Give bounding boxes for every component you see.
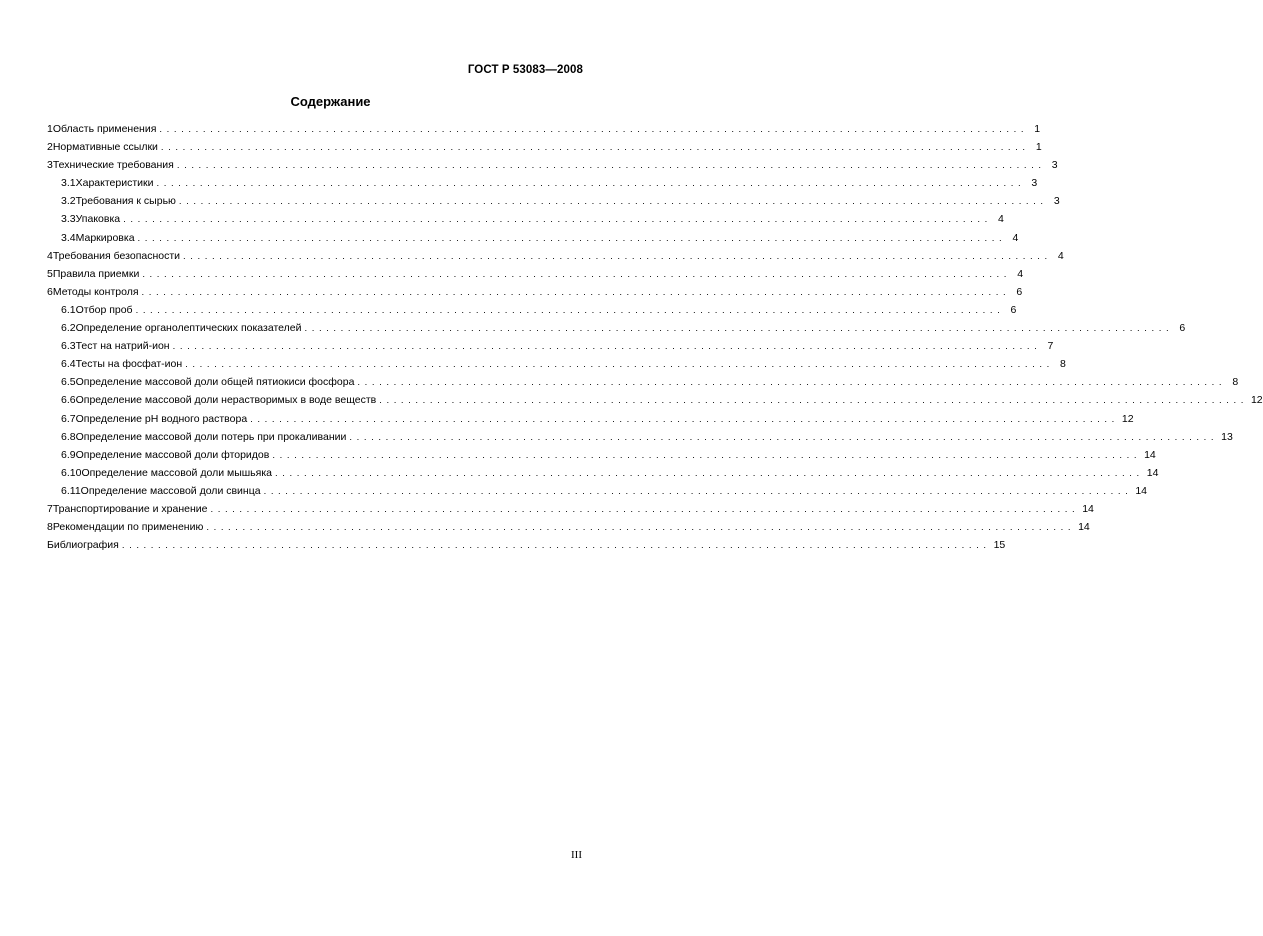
toc-entry[interactable] bbox=[47, 283, 1023, 301]
toc-entry[interactable] bbox=[47, 156, 1058, 174]
toc-entry-number: 6.8 bbox=[61, 430, 76, 443]
toc-entry[interactable] bbox=[47, 229, 1019, 247]
toc-dot-leader: ........................................................................................................................ bbox=[123, 214, 992, 226]
toc-dot-leader: ........................................................................................................................ bbox=[160, 142, 1030, 154]
toc-entry[interactable] bbox=[47, 373, 1239, 391]
toc-entry-number: 5 bbox=[47, 267, 53, 280]
toc-entry-page: 6 bbox=[1016, 285, 1023, 298]
toc-entry-number: 8 bbox=[47, 521, 53, 534]
toc-entry-title: Определение массовой доли потерь при прокаливании bbox=[75, 430, 347, 443]
toc-entry[interactable] bbox=[47, 120, 1041, 138]
toc-entry-title: Характеристики bbox=[75, 177, 154, 190]
toc-entry[interactable] bbox=[47, 301, 1017, 319]
toc-entry-title: Определение массовой доли мышьяка bbox=[81, 466, 272, 479]
toc-entry[interactable] bbox=[47, 337, 1054, 355]
toc-entry[interactable] bbox=[47, 265, 1024, 283]
toc-dot-leader: ........................................................................................................................ bbox=[178, 196, 1048, 208]
toc-entry-page: 15 bbox=[993, 539, 1006, 552]
toc-entry-page: 14 bbox=[1146, 466, 1159, 479]
toc-entry-number: 3.3 bbox=[61, 213, 76, 226]
toc-entry[interactable] bbox=[47, 192, 1060, 210]
page-number: III bbox=[571, 849, 582, 861]
toc-entry-title: Определение органолептических показателей bbox=[75, 322, 302, 335]
toc-entry-title: Тесты на фосфат-ион bbox=[75, 358, 183, 371]
toc-entry-page: 4 bbox=[1017, 267, 1024, 280]
toc-entry-number: 6.6 bbox=[61, 394, 76, 407]
toc-entry-page: 8 bbox=[1232, 376, 1239, 389]
toc-entry-page: 13 bbox=[1221, 430, 1233, 443]
toc-title: Содержание bbox=[290, 94, 371, 109]
toc-entry-page: 14 bbox=[1082, 502, 1094, 515]
toc-entry[interactable] bbox=[47, 428, 1233, 446]
toc-dot-leader: ........................................................................................................................ bbox=[137, 232, 1007, 244]
toc-entry-page: 3 bbox=[1031, 177, 1038, 190]
toc-entry-title: Транспортирование и хранение bbox=[52, 502, 208, 515]
toc-dot-leader: ........................................................................................................................ bbox=[379, 395, 1248, 407]
toc-entry-page: 14 bbox=[1144, 448, 1156, 461]
table-of-contents bbox=[47, 120, 1263, 554]
toc-entry-number: 3.2 bbox=[61, 195, 76, 208]
toc-entry[interactable] bbox=[47, 446, 1156, 464]
toc-entry[interactable] bbox=[47, 355, 1066, 373]
toc-entry-number: 6.1 bbox=[61, 303, 76, 316]
toc-entry[interactable] bbox=[47, 174, 1038, 192]
toc-entry-title: Определение массовой доли свинца bbox=[80, 484, 261, 497]
toc-entry-title: Отбор проб bbox=[75, 303, 133, 316]
toc-entry-page: 6 bbox=[1010, 303, 1017, 316]
toc-entry-title: Определение массовой доли нерастворимых в воде веществ bbox=[75, 394, 377, 407]
toc-entry[interactable] bbox=[47, 210, 1004, 228]
toc-entry-number: 6.10 bbox=[61, 466, 82, 479]
toc-entry-number: 3.1 bbox=[61, 177, 76, 190]
toc-entry-number: 6.2 bbox=[61, 322, 76, 335]
toc-dot-leader: ........................................................................................................................ bbox=[141, 286, 1011, 298]
toc-entry-title: Рекомендации по применению bbox=[52, 521, 204, 534]
toc-dot-leader: ........................................................................................................................ bbox=[349, 431, 1219, 443]
toc-entry-title: Правила приемки bbox=[52, 267, 140, 280]
toc-dot-leader: ........................................................................................................................ bbox=[183, 250, 1052, 262]
toc-entry-title: Тест на натрий-ион bbox=[75, 340, 170, 353]
toc-entry[interactable] bbox=[47, 464, 1159, 482]
toc-entry-number: 6.3 bbox=[61, 340, 76, 353]
document-code: ГОСТ Р 53083—2008 bbox=[467, 64, 583, 76]
toc-dot-leader: ........................................................................................................................ bbox=[263, 485, 1133, 497]
toc-entry-page: 4 bbox=[1057, 249, 1064, 262]
toc-entry-number: 6.5 bbox=[61, 376, 76, 389]
toc-entry-title: Определение массовой доли фторидов bbox=[75, 448, 270, 461]
toc-entry-title: Определение pH водного раствора bbox=[75, 412, 248, 425]
toc-entry-title: Методы контроля bbox=[52, 285, 139, 298]
toc-entry-page: 1 bbox=[1034, 123, 1041, 135]
toc-entry-page: 8 bbox=[1060, 358, 1066, 371]
toc-entry-title: Нормативные ссылки bbox=[52, 141, 158, 154]
toc-entry-number: 4 bbox=[47, 249, 53, 262]
toc-entry-title: Библиография bbox=[47, 539, 119, 552]
toc-entry-page: 12 bbox=[1121, 412, 1134, 425]
toc-entry-page: 6 bbox=[1179, 322, 1186, 335]
toc-entry[interactable] bbox=[47, 482, 1147, 500]
toc-entry[interactable] bbox=[47, 319, 1186, 337]
toc-dot-leader: ........................................................................................................................ bbox=[210, 503, 1080, 515]
toc-entry-page: 4 bbox=[1012, 231, 1019, 244]
toc-dot-leader: ........................................................................................................................ bbox=[185, 359, 1054, 371]
toc-dot-leader: ........................................................................................................................ bbox=[357, 377, 1227, 389]
toc-entry-title: Маркировка bbox=[75, 231, 135, 244]
toc-entry-title: Упаковка bbox=[75, 213, 121, 226]
toc-entry-page: 3 bbox=[1053, 195, 1060, 208]
toc-entry-number: 2 bbox=[47, 141, 53, 154]
toc-entry-page: 1 bbox=[1035, 141, 1042, 154]
toc-entry-title: Технические требования bbox=[52, 159, 174, 172]
toc-dot-leader: ........................................................................................................................ bbox=[272, 449, 1142, 461]
toc-entry[interactable] bbox=[47, 518, 1090, 536]
toc-entry-number: 7 bbox=[47, 502, 53, 515]
toc-entry-number: 3 bbox=[47, 159, 53, 172]
toc-entry-number: 1 bbox=[47, 123, 53, 135]
toc-dot-leader: ........................................................................................................................ bbox=[206, 522, 1076, 534]
toc-entry-page: 14 bbox=[1078, 521, 1090, 534]
toc-entry-page: 4 bbox=[998, 213, 1004, 226]
toc-entry-title: Требования к сырью bbox=[75, 195, 176, 208]
toc-entry[interactable] bbox=[47, 500, 1094, 518]
toc-entry[interactable] bbox=[47, 410, 1134, 428]
toc-entry[interactable] bbox=[47, 138, 1042, 156]
toc-dot-leader: ........................................................................................................................ bbox=[135, 304, 1005, 316]
toc-entry-number: 6.7 bbox=[61, 412, 76, 425]
toc-entry-number: 6 bbox=[47, 285, 53, 298]
toc-entry-title: Требования безопасности bbox=[52, 249, 181, 262]
toc-entry-number: 3.4 bbox=[61, 231, 76, 244]
toc-dot-leader: ........................................................................................................................ bbox=[304, 323, 1174, 335]
toc-dot-leader: ........................................................................................................................ bbox=[142, 268, 1012, 280]
toc-entry-page: 3 bbox=[1051, 159, 1058, 172]
toc-entry-page: 14 bbox=[1135, 484, 1147, 497]
toc-dot-leader: ........................................................................................................................ bbox=[121, 540, 991, 552]
toc-entry[interactable] bbox=[47, 536, 1006, 554]
toc-dot-leader: ........................................................................................................................ bbox=[250, 413, 1119, 425]
toc-entry-page: 12 bbox=[1250, 394, 1263, 407]
toc-entry-number: 6.11 bbox=[61, 484, 81, 497]
toc-entry[interactable] bbox=[47, 247, 1064, 265]
toc-dot-leader: ........................................................................................................................ bbox=[176, 160, 1046, 172]
toc-entry-title: Определение массовой доли общей пятиокиси фосфора bbox=[75, 376, 355, 389]
toc-entry-number: 6.9 bbox=[61, 448, 76, 461]
toc-entry-page: 7 bbox=[1047, 340, 1054, 353]
toc-entry-number: 6.4 bbox=[61, 358, 76, 371]
toc-entry-title: Область применения bbox=[52, 123, 157, 135]
toc-dot-leader: ........................................................................................................................ bbox=[156, 178, 1026, 190]
toc-entry[interactable] bbox=[47, 391, 1263, 409]
toc-dot-leader: ........................................................................................................................ bbox=[275, 467, 1144, 479]
toc-dot-leader: ........................................................................................................................ bbox=[159, 124, 1029, 135]
toc-dot-leader: ........................................................................................................................ bbox=[172, 341, 1042, 353]
